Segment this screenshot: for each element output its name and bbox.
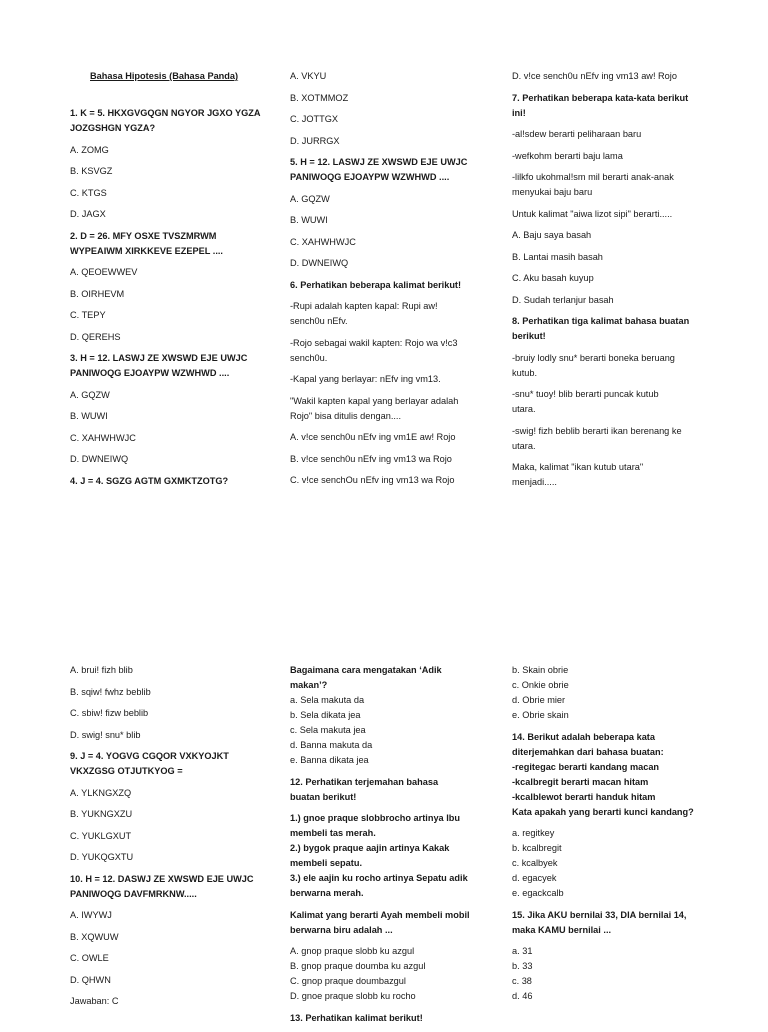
text-line: A. brui! fizh blib	[70, 665, 133, 675]
paragraph	[512, 944, 734, 1004]
paragraph	[512, 149, 734, 164]
text-line: e. Obrie skain	[512, 710, 569, 720]
paragraph	[290, 336, 512, 366]
text-line: makan’?	[290, 680, 328, 690]
paragraph	[290, 112, 512, 127]
question-text	[290, 811, 512, 901]
paragraph	[70, 164, 292, 179]
text-line: -kcalbregit berarti macan hitam	[512, 776, 649, 787]
text-line: -bruiy lodly snu* berarti boneka beruang	[512, 352, 675, 363]
text-line: -wefkohm berarti baju lama	[512, 150, 623, 161]
text-line: A. GQZW	[70, 389, 110, 400]
text-line: Maka, kalimat "ikan kutub utara"	[512, 462, 644, 472]
text-line: ini!	[512, 107, 526, 118]
text-line: A. gnop praque slobb ku azgul	[290, 946, 415, 956]
paragraph	[70, 330, 292, 345]
text-line: 2.) bygok praque aajin artinya Kakak	[290, 843, 450, 853]
text-line: A. GQZW	[290, 193, 330, 204]
paragraph	[290, 134, 512, 149]
paragraph	[70, 973, 292, 988]
text-line: C. v!ce senchOu nEfv ing vm13 wa Rojo	[290, 475, 455, 485]
text-line: -swig! fizh beblib berarti ikan berenang ke	[512, 425, 682, 436]
paragraph	[70, 807, 292, 822]
paragraph	[290, 235, 512, 250]
text-line: 12. Perhatikan terjemahan bahasa	[290, 776, 439, 787]
text-line: D. Sudah terlanjur basah	[512, 294, 614, 305]
text-line: D. QEREHS	[70, 331, 121, 342]
text-line: B. Lantai masih basah	[512, 251, 603, 262]
paragraph	[70, 706, 292, 721]
text-line: maka KAMU bernilai ...	[512, 924, 612, 935]
text-line: PANIWOQG EJOAYPW WZWHWD ....	[70, 368, 230, 378]
text-line: Kalimat yang berarti Ayah membeli mobil	[290, 909, 470, 920]
text-line: utara.	[512, 440, 536, 451]
text-line: A. IWYWJ	[70, 910, 112, 920]
paragraph	[70, 308, 292, 323]
text-line: A. v!ce sench0u nEfv ing vm1E aw! Rojo	[290, 432, 456, 442]
text-line: -kcalblewot berarti handuk hitam	[512, 791, 656, 802]
paragraph	[70, 409, 292, 424]
paragraph	[512, 663, 734, 723]
question-text	[290, 1011, 512, 1026]
text-line: A. ZOMG	[70, 144, 109, 155]
text-line: C. gnop praque doumbazgul	[290, 976, 406, 986]
paragraph	[290, 256, 512, 271]
paragraph	[512, 170, 734, 200]
question-text	[70, 106, 292, 136]
paragraph	[70, 951, 292, 966]
text-line: b. kcalbregit	[512, 843, 562, 853]
text-line: b. 33	[512, 961, 533, 971]
text-line: -regitegac berarti kandang macan	[512, 761, 660, 772]
text-line: 1. K = 5. HKXGVGQGN NGYOR JGXO YGZA	[70, 108, 261, 118]
text-line: C. KTGS	[70, 187, 107, 198]
text-line: 15. Jika AKU bernilai 33, DIA bernilai 14,	[512, 909, 687, 920]
text-line: D. JURRGX	[290, 135, 340, 146]
question-text	[512, 91, 734, 121]
paragraph	[512, 207, 734, 222]
bottom-column-2	[290, 663, 512, 1032]
paragraph	[290, 299, 512, 329]
text-line: e. egackcalb	[512, 888, 564, 898]
paragraph	[290, 394, 512, 424]
text-line: D. JAGX	[70, 209, 106, 219]
text-line: D. YUKQGXTU	[70, 852, 134, 862]
text-line: diterjemahkan dari bahasa buatan:	[512, 746, 664, 757]
paragraph	[70, 930, 292, 945]
text-line: C. JOTTGX	[290, 114, 338, 124]
text-line: -al!sdew berarti peliharaan baru	[512, 129, 642, 139]
paragraph	[512, 826, 734, 901]
text-line: a. regitkey	[512, 828, 555, 838]
text-line: b. Sela dikata jea	[290, 710, 361, 720]
paragraph	[512, 460, 734, 490]
text-line: sench0u.	[290, 352, 328, 363]
top-column-3	[512, 69, 734, 497]
text-line: 4. J = 4. SGZG AGTM GXMKTZOTG?	[70, 475, 229, 486]
text-line: 14. Berikut adalah beberapa kata	[512, 731, 655, 742]
text-line: PANIWOQG EJOAYPW WZWHWD ....	[290, 172, 450, 182]
paragraph	[512, 228, 734, 243]
text-line: e. Banna dikata jea	[290, 755, 369, 765]
text-line: VKXZGSG OTJUTKYOG =	[70, 766, 183, 776]
paragraph	[512, 387, 734, 417]
text-line: 8. Perhatikan tiga kalimat bahasa buatan	[512, 316, 690, 326]
text-line: d. egacyek	[512, 873, 557, 883]
text-line: -snu* tuoy! blib berarti puncak kutub	[512, 389, 659, 399]
text-line: 9. J = 4. YOGVG CGQOR VXKYOJKT	[70, 751, 229, 761]
text-line: d. Obrie mier	[512, 695, 566, 705]
paragraph	[70, 786, 292, 801]
text-line: 10. H = 12. DASWJ ZE XWSWD EJE UWJC	[70, 873, 254, 884]
text-line: B. OIRHEVM	[70, 288, 125, 299]
paragraph	[70, 207, 292, 222]
paragraph	[512, 424, 734, 454]
question-text	[512, 314, 734, 344]
page-title: Bahasa Hipotesis (Bahasa Panda)	[90, 71, 239, 81]
text-line: berwarna biru adalah ...	[290, 924, 393, 935]
question-text	[512, 730, 734, 820]
paragraph	[512, 250, 734, 265]
paragraph	[70, 431, 292, 446]
text-line: B. gnop praque doumba ku azgul	[290, 961, 426, 971]
question-text	[290, 775, 512, 805]
text-line: A. VKYU	[290, 71, 327, 81]
text-line: B. WUWI	[70, 411, 108, 421]
paragraph	[290, 372, 512, 387]
text-line: -Rojo sebagai wakil kapten: Rojo wa v!c3	[290, 337, 458, 348]
text-line: D. DWNEIWQ	[290, 258, 349, 268]
text-line: B. v!ce sench0u nEfv ing vm13 wa Rojo	[290, 453, 452, 464]
text-line: membeli sepatu.	[290, 858, 362, 868]
text-line: d. Banna makuta da	[290, 740, 373, 750]
text-line: D. QHWN	[70, 974, 111, 985]
paragraph	[70, 287, 292, 302]
question-text	[70, 749, 292, 779]
question-text	[70, 474, 292, 489]
text-line: B. WUWI	[290, 215, 328, 225]
question-text	[70, 229, 292, 259]
text-line: 1.) gnoe praque slobbrocho artinya Ibu	[290, 813, 460, 823]
paragraph	[70, 663, 292, 678]
paragraph	[290, 693, 512, 768]
text-line: B. KSVGZ	[70, 166, 113, 176]
paragraph	[70, 908, 292, 923]
text-line: A. Baju saya basah	[512, 230, 592, 240]
text-line: D. DWNEIWQ	[70, 454, 129, 464]
text-line: c. Sela makuta jea	[290, 725, 366, 735]
paragraph	[290, 944, 512, 1004]
text-line: D. swig! snu* blib	[70, 729, 141, 740]
text-line: 7. Perhatikan beberapa kata-kata berikut	[512, 92, 689, 103]
text-line: menjadi.....	[512, 477, 557, 487]
text-line: 6. Perhatikan beberapa kalimat berikut!	[290, 279, 462, 290]
text-line: WYPEAIWM XIRKKEVE EZEPEL ....	[70, 245, 223, 256]
text-line: a. Sela makuta da	[290, 695, 365, 705]
question-text	[290, 663, 512, 693]
text-line: c. kcalbyek	[512, 858, 558, 868]
paragraph	[512, 69, 734, 84]
text-line: C. YUKLGXUT	[70, 830, 132, 841]
text-line: -Rupi adalah kapten kapal: Rupi aw!	[290, 301, 438, 311]
text-line: -Kapal yang berlayar: nEfv ing vm13.	[290, 374, 441, 384]
text-line: b. Skain obrie	[512, 665, 569, 675]
text-line: sench0u nEfv.	[290, 316, 348, 326]
text-line: C. Aku basah kuyup	[512, 273, 594, 283]
text-line: A. YLKNGXZQ	[70, 787, 132, 798]
question-text	[290, 908, 512, 938]
paragraph	[512, 351, 734, 381]
question-text	[70, 872, 292, 902]
text-line: D. gnoe praque slobb ku rocho	[290, 991, 416, 1001]
bottom-column-1	[70, 663, 292, 1016]
paragraph	[70, 265, 292, 280]
text-line: JOZGSHGN YGZA?	[70, 123, 156, 133]
paragraph	[290, 430, 512, 445]
paragraph	[70, 728, 292, 743]
text-line: Jawaban: C	[70, 996, 119, 1006]
paragraph	[290, 213, 512, 228]
text-line: 2. D = 26. MFY OSXE TVSZMRWM	[70, 230, 217, 241]
text-line: D. v!ce sench0u nEfv ing vm13 aw! Rojo	[512, 71, 677, 81]
text-line: C. sbiw! fizw beblib	[70, 708, 149, 718]
text-line: membeli tas merah.	[290, 828, 376, 838]
text-line: Bagaimana cara mengatakan ‘Adik	[290, 665, 442, 675]
paragraph	[290, 69, 512, 84]
text-line: C. TEPY	[70, 310, 106, 320]
paragraph	[290, 473, 512, 488]
text-line: C. XAHWHWJC	[70, 432, 136, 443]
paragraph	[70, 186, 292, 201]
question-text	[512, 908, 734, 938]
text-line: "Wakil kapten kapal yang berlayar adalah	[290, 395, 459, 406]
text-line: B. XOTMMOZ	[290, 92, 349, 103]
text-line: kutub.	[512, 367, 538, 378]
text-line: C. XAHWHWJC	[290, 236, 356, 247]
paragraph	[512, 293, 734, 308]
top-column-1	[70, 106, 292, 495]
text-line: B. YUKNGXZU	[70, 809, 133, 819]
text-line: A. QEOEWWEV	[70, 267, 138, 277]
top-column-2	[290, 69, 512, 495]
page-title-wrap	[90, 69, 312, 84]
text-line: PANIWOQG DAVFMRKNW.....	[70, 888, 197, 899]
text-line: menyukai baju baru	[512, 187, 593, 197]
text-line: d. 46	[512, 991, 533, 1001]
text-line: B. XQWUW	[70, 931, 119, 942]
paragraph	[70, 685, 292, 700]
text-line: berwarna merah.	[290, 888, 364, 898]
text-line: buatan berikut!	[290, 791, 357, 802]
question-text	[70, 351, 292, 381]
text-line: C. OWLE	[70, 953, 109, 963]
text-line: Rojo" bisa ditulis dengan....	[290, 410, 402, 421]
text-line: c. Onkie obrie	[512, 680, 569, 690]
text-line: -lilkfo ukohmal!sm mil berarti anak-anak	[512, 172, 674, 182]
paragraph	[512, 271, 734, 286]
text-line: a. 31	[512, 946, 533, 956]
text-line: Untuk kalimat "aiwa lizot sipi" berarti.....	[512, 208, 673, 219]
text-line: utara.	[512, 404, 536, 414]
text-line: B. sqiw! fwhz beblib	[70, 686, 151, 697]
text-line: Kata apakah yang berarti kunci kandang?	[512, 806, 694, 817]
paragraph	[70, 388, 292, 403]
text-line: 13. Perhatikan kalimat berikut!	[290, 1012, 423, 1023]
question-text	[290, 278, 512, 293]
paragraph	[512, 127, 734, 142]
paragraph	[70, 452, 292, 467]
text-line: 5. H = 12. LASWJ ZE XWSWD EJE UWJC	[290, 157, 468, 167]
paragraph	[290, 192, 512, 207]
text-line: 3. H = 12. LASWJ ZE XWSWD EJE UWJC	[70, 353, 248, 363]
paragraph	[290, 452, 512, 467]
question-text	[290, 155, 512, 185]
paragraph	[70, 850, 292, 865]
paragraph	[70, 829, 292, 844]
paragraph	[70, 994, 292, 1009]
text-line: 3.) ele aajin ku rocho artinya Sepatu adik	[290, 873, 468, 883]
text-line: c. 38	[512, 976, 532, 986]
bottom-column-3	[512, 663, 734, 1011]
paragraph	[290, 91, 512, 106]
paragraph	[70, 143, 292, 158]
text-line: berikut!	[512, 331, 546, 341]
